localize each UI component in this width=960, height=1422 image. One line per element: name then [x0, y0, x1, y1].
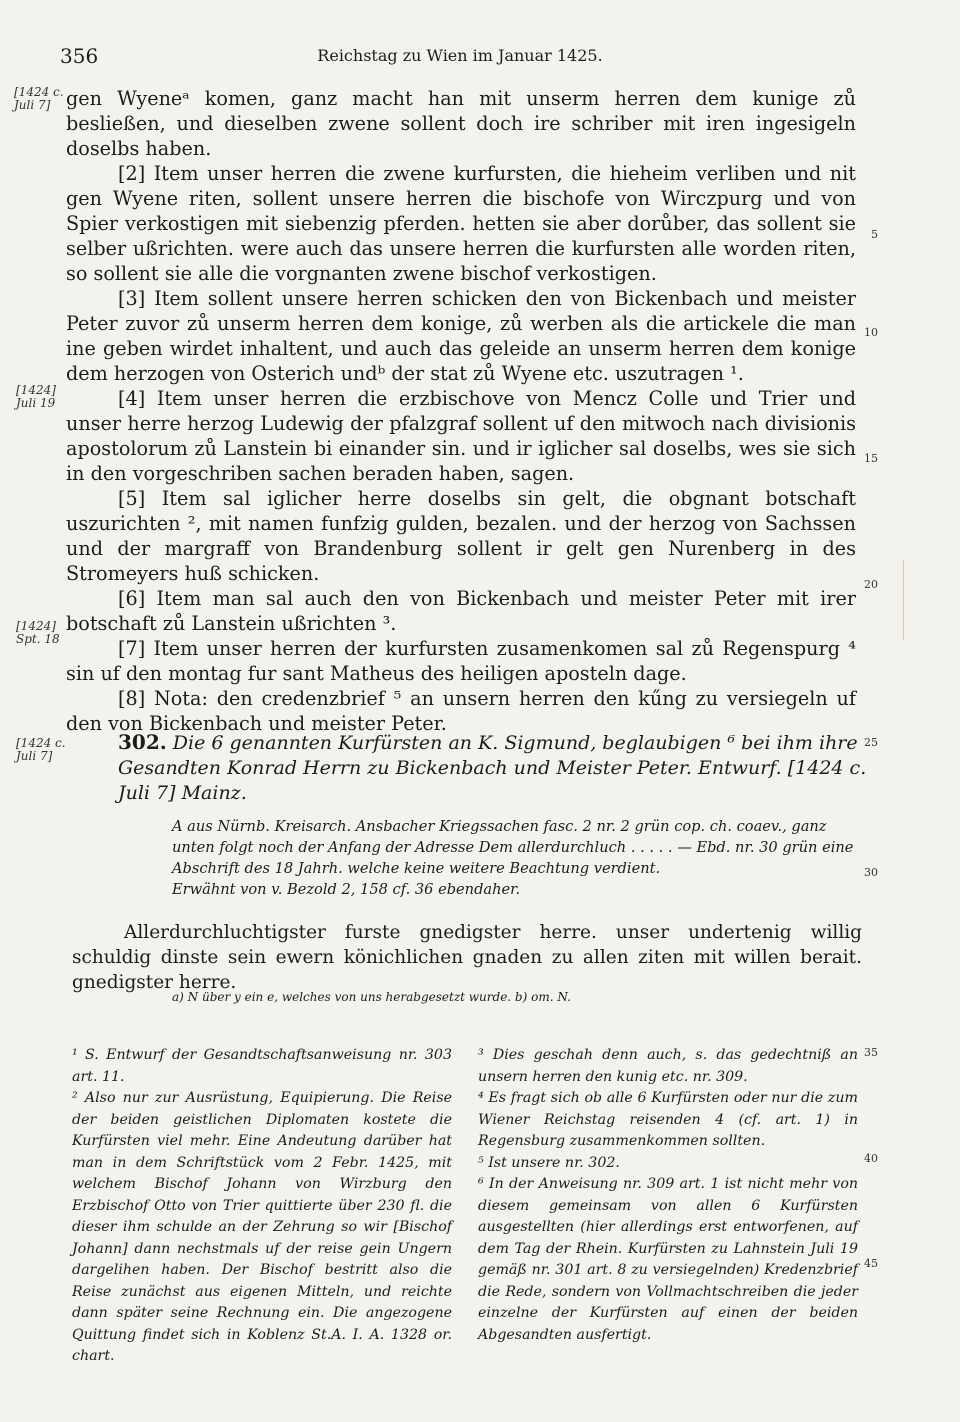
paragraph-8: [8] Nota: den credenzbrief ⁵ an unsern herren den kűng zu versiegeln uf den von Bickenbach und meister Peter.: [66, 687, 856, 735]
document-heading: [118, 730, 868, 806]
line-number-10: 10: [864, 326, 878, 339]
paragraph-3: [3] Item sollent unsere herren schicken den von Bickenbach und meister Peter zuvor zů unserm herren dem konige, zů werben als die artickele die man ine geben wirdet inhaltent, und auch das geleide an unserm herren dem konige dem herzogen von Osterich undᵇ der stat zů Wyene etc. uszutragen ¹.: [66, 287, 856, 385]
source-description: [172, 816, 862, 900]
source-line-1: A aus Nürnb. Kreisarch. Ansbacher Kriegssachen fasc. 2 nr. 2 grün cop. ch. coaev., ganz unten folgt noch der Anfang der Adresse Dem allerdurchluch . . . . . — Ebd. nr. 30 grün eine Abschrift des 18 Jahrh. welche keine weitere Beachtung verdient.: [172, 818, 854, 877]
footnote-1: ¹ S. Entwurf der Gesandtschaftsanweisung nr. 303 art. 11.: [72, 1047, 452, 1085]
footnote-6: ⁶ In der Anweisung nr. 309 art. 1 ist nicht mehr von diesem gemeinsam von allen 6 Kurfürsten ausgestellten (hier allerdings erst entworfenen, auf dem Tag der Rhein. Kurfürsten zu Lahnstein Juli 19 gemäß nr. 301 art. 8 zu versiegelnden) Kredenzbrief die Rede, sondern von Vollmachtschreiben die jeder einzelne der Kurfürsten auf einen der beiden Abgesandten ausfertigt.: [478, 1176, 858, 1343]
document-number: 302.: [118, 730, 167, 754]
page-number: 356: [60, 44, 99, 68]
page-fold-mark: [903, 560, 912, 640]
source-line-2: Erwähnt von v. Bezold 2, 158 cf. 36 ebendaher.: [172, 881, 521, 898]
footnote-3: ³ Dies geschah denn auch, s. das gedechtniß an unsern herren den kunig etc. nr. 309.: [478, 1047, 858, 1085]
footnote-5: ⁵ Ist unsere nr. 302.: [478, 1154, 620, 1171]
line-number-45: 45: [864, 1257, 878, 1270]
footnote-2: ² Also nur zur Ausrüstung, Equipierung. Die Reise der beiden geistlichen Diplomaten kostete die Kurfürsten viel mehr. Eine Andeutung darüber hat man in dem Schriftstück vom 2 Febr. 1425, mit welchem Bischof Johann von Wirzburg den Erzbischof Otto von Trier quittierte über 230 fl. die dieser ihm schulde an der Zehrung so wir [Bischof Johann] dann nechstmals uf der reise gein Ungern dargelihen haben. Der Bischof bestritt also die Reise zunächst aus eigenen Mitteln, und reichte dann später seine Rechnung ein. Die angezogene Quittung findet sich in Koblenz St.A. I. A. 1328 or. chart.: [72, 1090, 452, 1364]
line-number-30: 30: [864, 866, 878, 879]
paragraph-7: [7] Item unser herren der kurfursten zusamenkomen sal zů Regenspurg ⁴ sin uf den montag fur sant Matheus des heiligen aposteln dage.: [66, 637, 856, 685]
page-header: [60, 44, 860, 74]
paragraph-5: [5] Item sal iglicher herre doselbs sin gelt, die obgnant botschaft uszurichten ², mit namen funfzig gulden, bezalen. und der herzog von Sachssen und der margraff von Brandenburg sollent ir gelt gen Nurenberg in des Stromeyers huß schicken.: [66, 487, 856, 585]
margin-note-date-2: [1424] Juli 19: [16, 383, 56, 410]
line-number-5: 5: [871, 228, 878, 241]
paragraph-4: [4] Item unser herren die erzbischove von Mencz Colle und Trier und unser herre herzog Ludewig der pfalzgraf sollent uf den mitwoch nach divisionis apostolorum zů Lanstein bi einander sin. und ir iglicher sal doselbs, wes sie sich in den vorgeschriben sachen beraden haben, sagen.: [66, 387, 856, 485]
main-text: [66, 86, 856, 736]
paragraph-6: [6] Item man sal auch den von Bickenbach und meister Peter mit irer botschaft zů Lanstein ußrichten ³.: [66, 587, 856, 635]
apparatus-note: a) N über y ein e, welches von uns herabgesetzt wurde. b) om. N.: [172, 990, 571, 1004]
paragraph-2: [2] Item unser herren die zwene kurfursten, die hieheim verliben und nit gen Wyene riten, sollent unsere herren die bischofe von Wirczpurg und von Spier verkostigen mit siebenzig pferden. hetten sie aber dorůber, das sollent sie selber ußrichten. were auch das unsere herren die kurfursten alle worden riten, so sollent sie alle die vorgnanten zwene bischof verkostigen.: [66, 162, 856, 285]
running-title: Reichstag zu Wien im Januar 1425.: [317, 46, 603, 65]
letter-text: [72, 920, 862, 995]
line-number-25: 25: [864, 736, 878, 749]
margin-note-date-1: [1424 c. Juli 7]: [14, 85, 64, 112]
margin-note-date-4: [1424 c. Juli 7]: [16, 736, 66, 763]
document-title: Die 6 genannten Kurfürsten an K. Sigmund, beglaubigen ⁶ bei ihm ihre Gesandten Konrad Herrn zu Bickenbach und Meister Peter. Entwurf. [1424 c. Juli 7] Mainz.: [118, 732, 867, 804]
footnotes-right-column: [478, 1045, 858, 1346]
line-number-40: 40: [864, 1152, 878, 1165]
letter-paragraph: Allerdurchluchtigster furste gnedigster herre. unser undertenig willig schuldig dinste sein ewern könichlichen gnaden zu allen ziten mit willen berait. gnedigster herre.: [72, 922, 862, 993]
margin-note-date-3: [1424] Spt. 18: [16, 619, 60, 646]
line-number-15: 15: [864, 452, 878, 465]
line-number-20: 20: [864, 578, 878, 591]
footnotes-left-column: [72, 1045, 452, 1368]
footnote-4: ⁴ Es fragt sich ob alle 6 Kurfürsten oder nur die zum Wiener Reichstag reisenden 4 (cf. art. 1) in Regensburg zusammenkommen sollten.: [478, 1090, 858, 1149]
paragraph-1: gen Wyeneᵃ komen, ganz macht han mit unserm herren dem kunige zů besließen, und dieselben zwene sollent doch ire schriber mit iren ingesigeln doselbs haben.: [66, 87, 856, 160]
line-number-35: 35: [864, 1046, 878, 1059]
